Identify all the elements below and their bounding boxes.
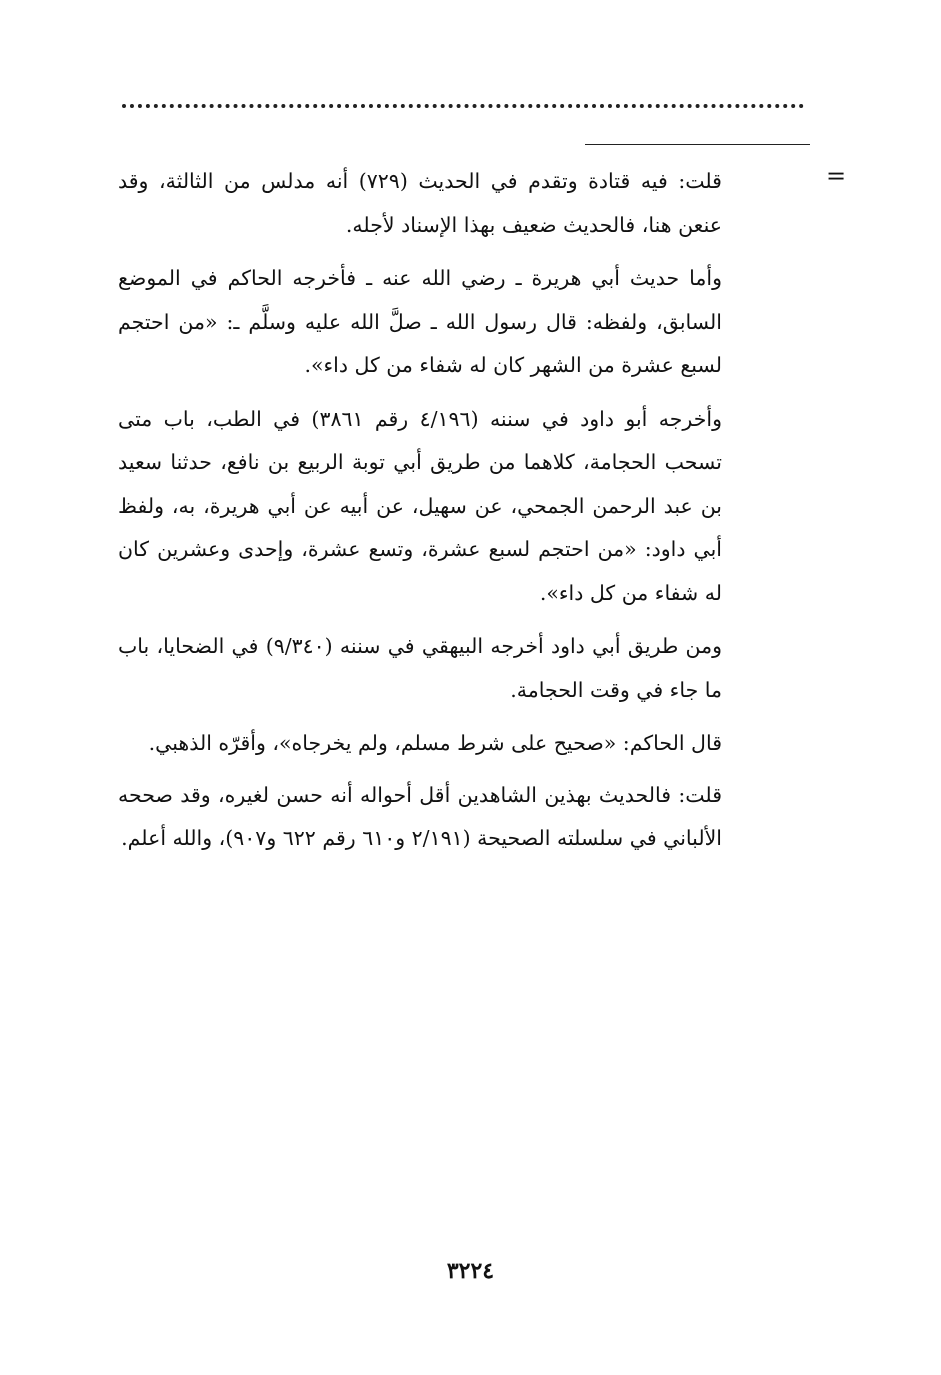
page-number: ٣٢٢٤ — [446, 1258, 495, 1284]
paragraph-1: قلت: فيه قتادة وتقدم في الحديث (٧٢٩) أنه مدلس من الثالثة، وقد عنعن هنا، فالحديث ضعيف بهذا الإسناد لأجله. — [118, 169, 722, 237]
footnote-rule — [585, 144, 810, 145]
paragraph-6: قلت: فالحديث بهذين الشاهدين أقل أحواله أنه حسن لغيره، وقد صححه الألباني في سلسلته الصحيحة (٢/١٩١ و٦١٠ رقم ٦٢٢ و٩٠٧)، والله أعلم. — [118, 782, 722, 850]
margin-mark: = — [826, 162, 847, 190]
dotted-separator — [122, 104, 804, 120]
paragraph-3: وأخرجه أبو داود في سننه (٤/١٩٦ رقم ٣٨٦١) في الطب، باب متى تسحب الحجامة، كلاهما من طريق أبي توبة الربيع بن نافع، حدثنا سعيد بن عبد الرحمن الجمحي، عن سهيل، عن أبيه عن أبي هريرة، به، ولفظ أبي داود: «من احتجم لسبع عشرة، وتسع عشرة، وإحدى وعشرين كان له شفاء من كل داء». — [118, 406, 722, 605]
paragraph-4: ومن طريق أبي داود أخرجه البيهقي في سننه (٩/٣٤٠) في الضحايا، باب ما جاء في وقت الحجامة. — [118, 634, 723, 702]
paragraph-2: وأما حديث أبي هريرة ـ رضي الله عنه ـ فأخرجه الحاكم في الموضع السابق، ولفظه: قال رسول الله ـ صلَّ الله عليه وسلَّم ـ: «من احتجم لسبع عشرة من الشهر كان له شفاء من كل داء». — [118, 266, 722, 377]
paragraph-5: قال الحاكم: «صحيح على شرط مسلم، ولم يخرجاه»، وأقرّه الذهبي. — [148, 731, 722, 755]
body-text — [118, 160, 722, 871]
